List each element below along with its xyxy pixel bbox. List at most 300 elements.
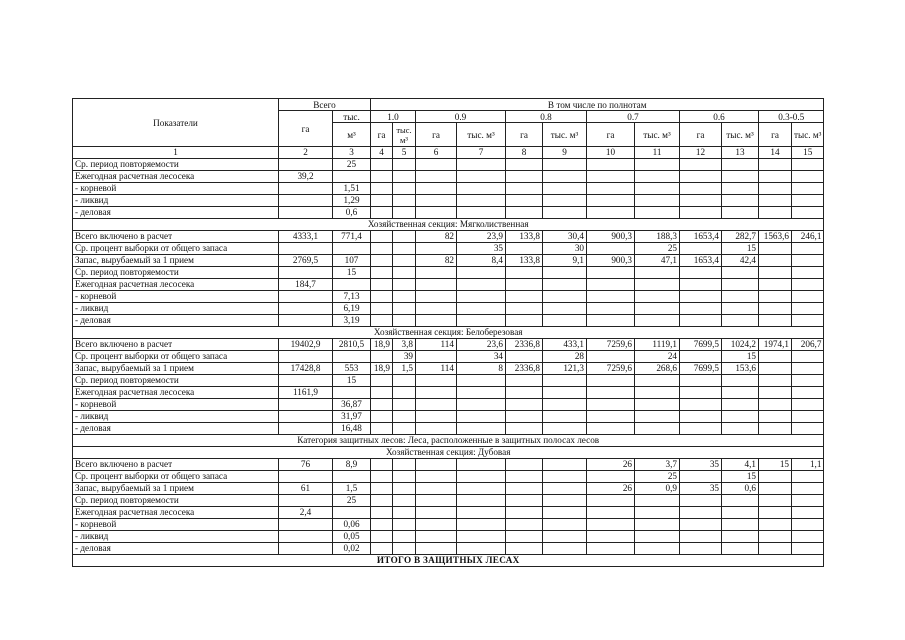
table-cell: 16,48	[333, 423, 371, 435]
header-thsm3-3: тыс. м³	[543, 123, 587, 147]
table-cell	[635, 315, 680, 327]
table-cell	[506, 399, 543, 411]
table-cell	[393, 315, 416, 327]
table-cell	[792, 411, 824, 423]
header-thsm3-2: тыс. м³	[457, 123, 506, 147]
table-cell: 107	[333, 255, 371, 267]
table-cell	[279, 315, 333, 327]
table-cell: 15	[722, 243, 759, 255]
table-cell	[759, 471, 792, 483]
table-cell: 15	[722, 471, 759, 483]
section-row	[73, 435, 824, 447]
table-cell: 282,7	[722, 231, 759, 243]
table-cell	[371, 159, 393, 171]
table-cell	[587, 279, 635, 291]
table-cell: 1161,9	[279, 387, 333, 399]
column-number: 13	[722, 147, 759, 159]
row-label: Ср. процент выборки от общего запаса	[73, 351, 279, 363]
table-cell	[722, 519, 759, 531]
table-cell: 121,3	[543, 363, 587, 375]
table-cell	[279, 495, 333, 507]
header-thsm3-4: тыс. м³	[635, 123, 680, 147]
table-cell: 1563,6	[759, 231, 792, 243]
table-cell	[416, 351, 457, 363]
table-cell	[393, 159, 416, 171]
table-cell	[393, 195, 416, 207]
table-cell	[457, 267, 506, 279]
table-cell	[680, 351, 722, 363]
table-cell	[759, 411, 792, 423]
table-cell	[587, 387, 635, 399]
table-cell	[371, 531, 393, 543]
table-cell	[543, 507, 587, 519]
table-cell	[759, 303, 792, 315]
table-cell	[587, 171, 635, 183]
table-cell: 771,4	[333, 231, 371, 243]
column-number: 3	[333, 147, 371, 159]
table-cell	[279, 531, 333, 543]
table-row	[73, 339, 824, 351]
table-cell	[543, 375, 587, 387]
table-cell	[543, 267, 587, 279]
table-cell	[680, 291, 722, 303]
table-cell	[680, 423, 722, 435]
table-cell	[416, 279, 457, 291]
table-cell: 8,4	[457, 255, 506, 267]
header-density-1: 1.0	[371, 111, 416, 123]
table-cell	[543, 279, 587, 291]
table-row	[73, 459, 824, 471]
table-cell: 4333,1	[279, 231, 333, 243]
table-cell	[279, 243, 333, 255]
table-cell	[457, 315, 506, 327]
table-cell	[543, 423, 587, 435]
table-cell	[416, 531, 457, 543]
row-label: Всего включено в расчет	[73, 339, 279, 351]
table-cell	[416, 423, 457, 435]
table-cell	[759, 387, 792, 399]
table-cell: 2336,8	[506, 339, 543, 351]
section-row	[73, 219, 824, 231]
table-cell	[635, 411, 680, 423]
table-cell: 28	[543, 351, 587, 363]
table-cell	[506, 411, 543, 423]
table-cell	[680, 495, 722, 507]
table-cell	[722, 159, 759, 171]
table-cell	[279, 423, 333, 435]
table-cell	[680, 171, 722, 183]
table-cell	[635, 183, 680, 195]
table-cell	[416, 375, 457, 387]
table-cell: 7259,6	[587, 339, 635, 351]
table-cell: 1,5	[393, 363, 416, 375]
table-cell	[416, 387, 457, 399]
table-cell	[543, 171, 587, 183]
table-cell: 1,5	[333, 483, 371, 495]
table-cell: 30,4	[543, 231, 587, 243]
table-cell	[543, 459, 587, 471]
table-cell	[543, 519, 587, 531]
table-cell	[759, 531, 792, 543]
table-cell	[680, 519, 722, 531]
row-label: Ежегодная расчетная лесосека	[73, 279, 279, 291]
table-row	[73, 507, 824, 519]
table-cell	[543, 315, 587, 327]
table-cell	[333, 507, 371, 519]
table-cell	[416, 507, 457, 519]
table-cell: 1653,4	[680, 231, 722, 243]
section-heading: Хозяйственная секция: Белоберезовая	[73, 327, 824, 339]
row-label: - деловая	[73, 423, 279, 435]
table-cell	[792, 195, 824, 207]
table-cell: 7259,6	[587, 363, 635, 375]
table-cell: 26	[587, 459, 635, 471]
table-cell	[680, 183, 722, 195]
table-cell: 15	[333, 267, 371, 279]
table-cell: 6,19	[333, 303, 371, 315]
table-cell	[759, 171, 792, 183]
table-cell: 18,9	[371, 363, 393, 375]
table-cell: 206,7	[792, 339, 824, 351]
table-cell	[792, 255, 824, 267]
table-cell	[722, 423, 759, 435]
table-cell	[506, 483, 543, 495]
section-row	[73, 327, 824, 339]
table-cell: 36,87	[333, 399, 371, 411]
table-cell	[759, 423, 792, 435]
row-label: - корневой	[73, 291, 279, 303]
table-cell	[543, 195, 587, 207]
table-cell	[792, 279, 824, 291]
table-cell	[393, 411, 416, 423]
table-cell	[635, 519, 680, 531]
table-cell	[722, 195, 759, 207]
table-cell	[457, 423, 506, 435]
table-cell	[393, 243, 416, 255]
table-cell	[393, 183, 416, 195]
table-cell	[393, 171, 416, 183]
table-cell	[722, 411, 759, 423]
table-row	[73, 363, 824, 375]
table-cell: 35	[680, 483, 722, 495]
table-cell	[457, 279, 506, 291]
table-cell	[279, 195, 333, 207]
table-cell	[792, 387, 824, 399]
table-cell: 900,3	[587, 231, 635, 243]
table-cell	[587, 291, 635, 303]
table-cell	[506, 291, 543, 303]
table-cell	[457, 411, 506, 423]
table-cell	[792, 375, 824, 387]
table-cell	[416, 183, 457, 195]
table-cell	[371, 471, 393, 483]
table-cell	[416, 459, 457, 471]
table-cell: 2810,5	[333, 339, 371, 351]
table-cell: 1024,2	[722, 339, 759, 351]
table-row	[73, 471, 824, 483]
table-cell	[506, 507, 543, 519]
table-cell	[587, 159, 635, 171]
table-cell	[506, 423, 543, 435]
table-cell	[371, 483, 393, 495]
table-cell	[792, 495, 824, 507]
row-label: Запас, вырубаемый за 1 прием	[73, 363, 279, 375]
table-cell: 39,2	[279, 171, 333, 183]
table-cell: 114	[416, 339, 457, 351]
table-cell	[543, 291, 587, 303]
column-number: 15	[792, 147, 824, 159]
section-row	[73, 447, 824, 459]
table-cell	[759, 207, 792, 219]
table-cell: 19402,9	[279, 339, 333, 351]
table-cell	[506, 171, 543, 183]
table-row	[73, 195, 824, 207]
table-cell: 25	[333, 159, 371, 171]
row-label: Всего включено в расчет	[73, 459, 279, 471]
table-cell	[792, 399, 824, 411]
table-cell	[371, 279, 393, 291]
header-density-3: 0.8	[506, 111, 587, 123]
table-cell: 76	[279, 459, 333, 471]
table-cell	[635, 303, 680, 315]
table-cell	[792, 171, 824, 183]
table-cell	[680, 267, 722, 279]
table-cell	[759, 159, 792, 171]
table-cell	[416, 399, 457, 411]
table-cell	[587, 543, 635, 555]
table-cell	[792, 303, 824, 315]
table-cell	[635, 207, 680, 219]
forest-calculation-table	[72, 98, 824, 567]
header-ha-3: га	[506, 123, 543, 147]
table-cell	[371, 423, 393, 435]
table-cell	[371, 459, 393, 471]
table-cell	[722, 495, 759, 507]
table-cell	[416, 267, 457, 279]
row-label: - корневой	[73, 519, 279, 531]
table-cell: 133,8	[506, 255, 543, 267]
table-cell	[759, 243, 792, 255]
table-cell	[680, 279, 722, 291]
table-cell	[587, 519, 635, 531]
header-ha-6: га	[759, 123, 792, 147]
table-cell	[759, 543, 792, 555]
table-cell	[722, 303, 759, 315]
table-cell	[543, 303, 587, 315]
table-cell	[543, 399, 587, 411]
row-label: - ликвид	[73, 411, 279, 423]
table-cell	[333, 171, 371, 183]
total-heading: ИТОГО В ЗАЩИТНЫХ ЛЕСАХ	[73, 555, 824, 567]
table-cell	[722, 387, 759, 399]
table-row	[73, 243, 824, 255]
column-number: 2	[279, 147, 333, 159]
table-cell	[543, 411, 587, 423]
column-number: 14	[759, 147, 792, 159]
table-cell: 433,1	[543, 339, 587, 351]
table-cell: 0,9	[635, 483, 680, 495]
table-cell	[416, 303, 457, 315]
column-number: 6	[416, 147, 457, 159]
table-cell	[416, 195, 457, 207]
table-cell	[393, 531, 416, 543]
table-cell	[393, 231, 416, 243]
table-cell: 1,1	[792, 459, 824, 471]
table-cell	[635, 195, 680, 207]
table-cell	[587, 303, 635, 315]
table-cell: 34	[457, 351, 506, 363]
table-cell	[680, 507, 722, 519]
table-cell	[371, 195, 393, 207]
table-cell: 3,19	[333, 315, 371, 327]
header-m3-1: м³	[400, 134, 408, 145]
row-label: Ср. период повторяемости	[73, 159, 279, 171]
table-cell	[792, 483, 824, 495]
row-label: - деловая	[73, 315, 279, 327]
table-cell	[371, 375, 393, 387]
table-cell	[680, 411, 722, 423]
table-cell: 2336,8	[506, 363, 543, 375]
table-row	[73, 279, 824, 291]
table-cell: 1119,1	[635, 339, 680, 351]
table-cell	[680, 243, 722, 255]
table-cell	[543, 495, 587, 507]
total-row	[73, 555, 824, 567]
table-cell	[371, 207, 393, 219]
header-density-2: 0.9	[416, 111, 506, 123]
table-cell	[543, 159, 587, 171]
table-row	[73, 291, 824, 303]
table-cell	[393, 471, 416, 483]
header-density-4: 0.7	[587, 111, 680, 123]
table-cell: 23,9	[457, 231, 506, 243]
table-row	[73, 207, 824, 219]
table-cell: 1653,4	[680, 255, 722, 267]
table-cell	[416, 471, 457, 483]
table-cell	[371, 495, 393, 507]
table-cell	[506, 519, 543, 531]
table-cell	[371, 171, 393, 183]
table-cell	[371, 387, 393, 399]
table-cell	[759, 183, 792, 195]
table-cell	[416, 519, 457, 531]
table-cell	[416, 543, 457, 555]
table-cell	[680, 315, 722, 327]
table-cell	[759, 291, 792, 303]
table-cell	[506, 315, 543, 327]
table-row	[73, 255, 824, 267]
row-label: Ежегодная расчетная лесосека	[73, 387, 279, 399]
section-heading: Хозяйственная секция: Дубовая	[73, 447, 824, 459]
table-cell	[759, 483, 792, 495]
table-cell	[279, 471, 333, 483]
table-cell	[587, 471, 635, 483]
table-cell	[587, 351, 635, 363]
table-cell	[792, 423, 824, 435]
table-cell	[680, 543, 722, 555]
table-cell	[506, 531, 543, 543]
table-cell	[457, 387, 506, 399]
table-cell	[333, 471, 371, 483]
table-cell	[680, 387, 722, 399]
table-cell: 8,9	[333, 459, 371, 471]
table-cell: 900,3	[587, 255, 635, 267]
table-cell	[759, 279, 792, 291]
table-cell	[722, 399, 759, 411]
table-cell	[587, 423, 635, 435]
table-cell	[457, 543, 506, 555]
table-cell: 3,8	[393, 339, 416, 351]
table-cell	[792, 543, 824, 555]
table-cell	[759, 495, 792, 507]
header-thsm3-5: тыс. м³	[722, 123, 759, 147]
table-row	[73, 351, 824, 363]
table-cell: 7,13	[333, 291, 371, 303]
header-total-m3: м³	[333, 123, 371, 147]
table-cell	[371, 411, 393, 423]
table-cell	[722, 183, 759, 195]
table-cell	[279, 183, 333, 195]
table-cell	[722, 315, 759, 327]
table-cell	[279, 267, 333, 279]
table-cell: 17428,8	[279, 363, 333, 375]
table-cell	[393, 399, 416, 411]
table-cell	[279, 543, 333, 555]
table-cell	[279, 375, 333, 387]
table-cell	[543, 471, 587, 483]
table-row	[73, 387, 824, 399]
table-cell: 114	[416, 363, 457, 375]
table-cell	[333, 243, 371, 255]
row-label: Запас, вырубаемый за 1 прием	[73, 483, 279, 495]
row-label: Ежегодная расчетная лесосека	[73, 507, 279, 519]
table-row	[73, 159, 824, 171]
table-cell: 7699,5	[680, 339, 722, 351]
row-label: - ликвид	[73, 195, 279, 207]
table-row	[73, 411, 824, 423]
table-cell	[680, 207, 722, 219]
table-cell	[722, 267, 759, 279]
header-total-ha: га	[279, 111, 333, 147]
table-cell	[371, 351, 393, 363]
header-ha-1: га	[371, 123, 393, 147]
table-cell: 3,7	[635, 459, 680, 471]
table-cell: 25	[635, 471, 680, 483]
table-cell	[506, 471, 543, 483]
table-cell	[279, 351, 333, 363]
table-row	[73, 423, 824, 435]
column-number: 10	[587, 147, 635, 159]
table-cell	[543, 387, 587, 399]
row-label: - корневой	[73, 183, 279, 195]
table-cell	[722, 375, 759, 387]
table-cell	[371, 543, 393, 555]
table-cell: 0,6	[333, 207, 371, 219]
table-cell	[635, 375, 680, 387]
table-cell	[635, 495, 680, 507]
table-cell	[371, 507, 393, 519]
header-ha-5: га	[680, 123, 722, 147]
row-label: Запас, вырубаемый за 1 прием	[73, 255, 279, 267]
table-row	[73, 543, 824, 555]
column-number: 12	[680, 147, 722, 159]
table-cell	[393, 255, 416, 267]
table-cell	[457, 183, 506, 195]
table-cell: 1,29	[333, 195, 371, 207]
table-cell	[680, 399, 722, 411]
table-row	[73, 495, 824, 507]
table-cell	[635, 387, 680, 399]
